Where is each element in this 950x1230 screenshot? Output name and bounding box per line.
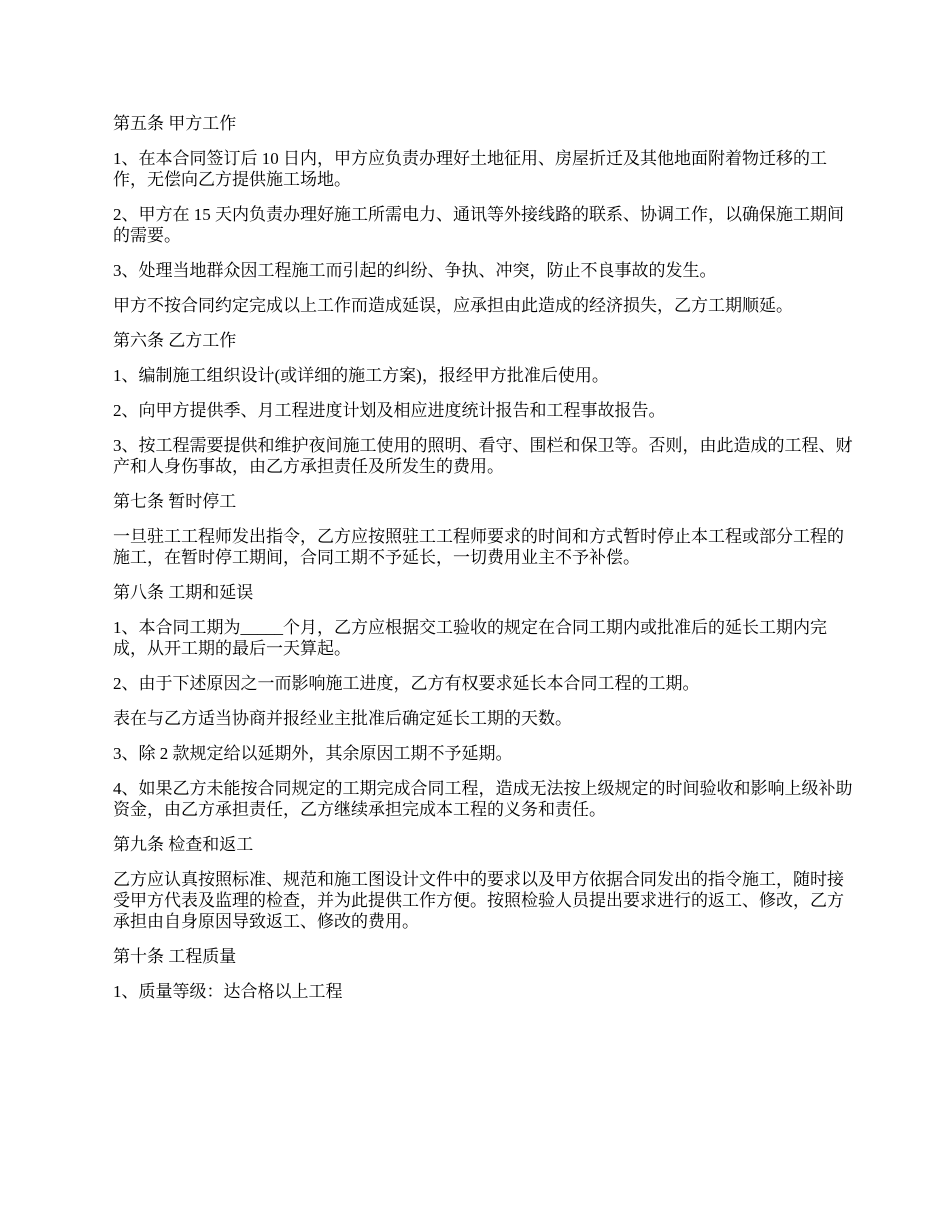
section-heading-article-8: 第八条 工期和延误 bbox=[113, 583, 254, 602]
paragraph: 3、按工程需要提供和维护夜间施工使用的照明、看守、围栏和保卫等。否则，由此造成的工程、财产和人身伤事故，由乙方承担责任及所发生的费用。 bbox=[113, 436, 853, 476]
paragraph: 2、甲方在 15 天内负责办理好施工所需电力、通讯等外接线路的联系、协调工作，以确保施工期间的需要。 bbox=[113, 205, 844, 245]
paragraph: 1、在本合同签订后 10 日内，甲方应负责办理好土地征用、房屋折迁及其他地面附着物迁移的工作，无偿向乙方提供施工场地。 bbox=[113, 149, 827, 189]
paragraph: 甲方不按合同约定完成以上工作而造成延误，应承担由此造成的经济损失，乙方工期顺延。 bbox=[113, 296, 793, 315]
section-heading-article-6: 第六条 乙方工作 bbox=[113, 331, 237, 350]
paragraph: 一旦驻工工程师发出指令，乙方应按照驻工工程师要求的时间和方式暂时停止本工程或部分工程的施工，在暂时停工期间，合同工期不予延长，一切费用业主不予补偿。 bbox=[113, 527, 844, 567]
paragraph: 乙方应认真按照标准、规范和施工图设计文件中的要求以及甲方依据合同发出的指令施工，随时接受甲方代表及监理的检查，并为此提供工作方便。按照检验人员提出要求进行的返工、修改，乙方承担由自身原因导致返工、修改的费用。 bbox=[113, 870, 844, 931]
section-heading-article-9: 第九条 检查和返工 bbox=[113, 835, 254, 854]
paragraph: 表在与乙方适当协商并报经业主批准后确定延长工期的天数。 bbox=[113, 709, 572, 728]
paragraph: 1、本合同工期为_____个月，乙方应根据交工验收的规定在合同工期内或批准后的延长工期内完成，从开工期的最后一天算起。 bbox=[113, 618, 827, 658]
paragraph: 1、质量等级：达合格以上工程 bbox=[113, 982, 343, 1001]
paragraph: 2、由于下述原因之一而影响施工进度，乙方有权要求延长本合同工程的工期。 bbox=[113, 674, 700, 693]
paragraph: 3、处理当地群众因工程施工而引起的纠纷、争执、冲突，防止不良事故的发生。 bbox=[113, 261, 717, 280]
document-page bbox=[113, 113, 853, 1016]
section-heading-article-10: 第十条 工程质量 bbox=[113, 947, 237, 966]
paragraph: 4、如果乙方未能按合同规定的工期完成合同工程，造成无法按上级规定的时间验收和影响上级补助资金，由乙方承担责任，乙方继续承担完成本工程的义务和责任。 bbox=[113, 779, 853, 819]
paragraph: 2、向甲方提供季、月工程进度计划及相应进度统计报告和工程事故报告。 bbox=[113, 401, 666, 420]
section-heading-article-7: 第七条 暂时停工 bbox=[113, 492, 237, 511]
paragraph: 1、编制施工组织设计(或详细的施工方案)，报经甲方批准后使用。 bbox=[113, 366, 609, 385]
paragraph: 3、除 2 款规定给以延期外，其余原因工期不予延期。 bbox=[113, 744, 513, 763]
section-heading-article-5: 第五条 甲方工作 bbox=[113, 114, 237, 133]
